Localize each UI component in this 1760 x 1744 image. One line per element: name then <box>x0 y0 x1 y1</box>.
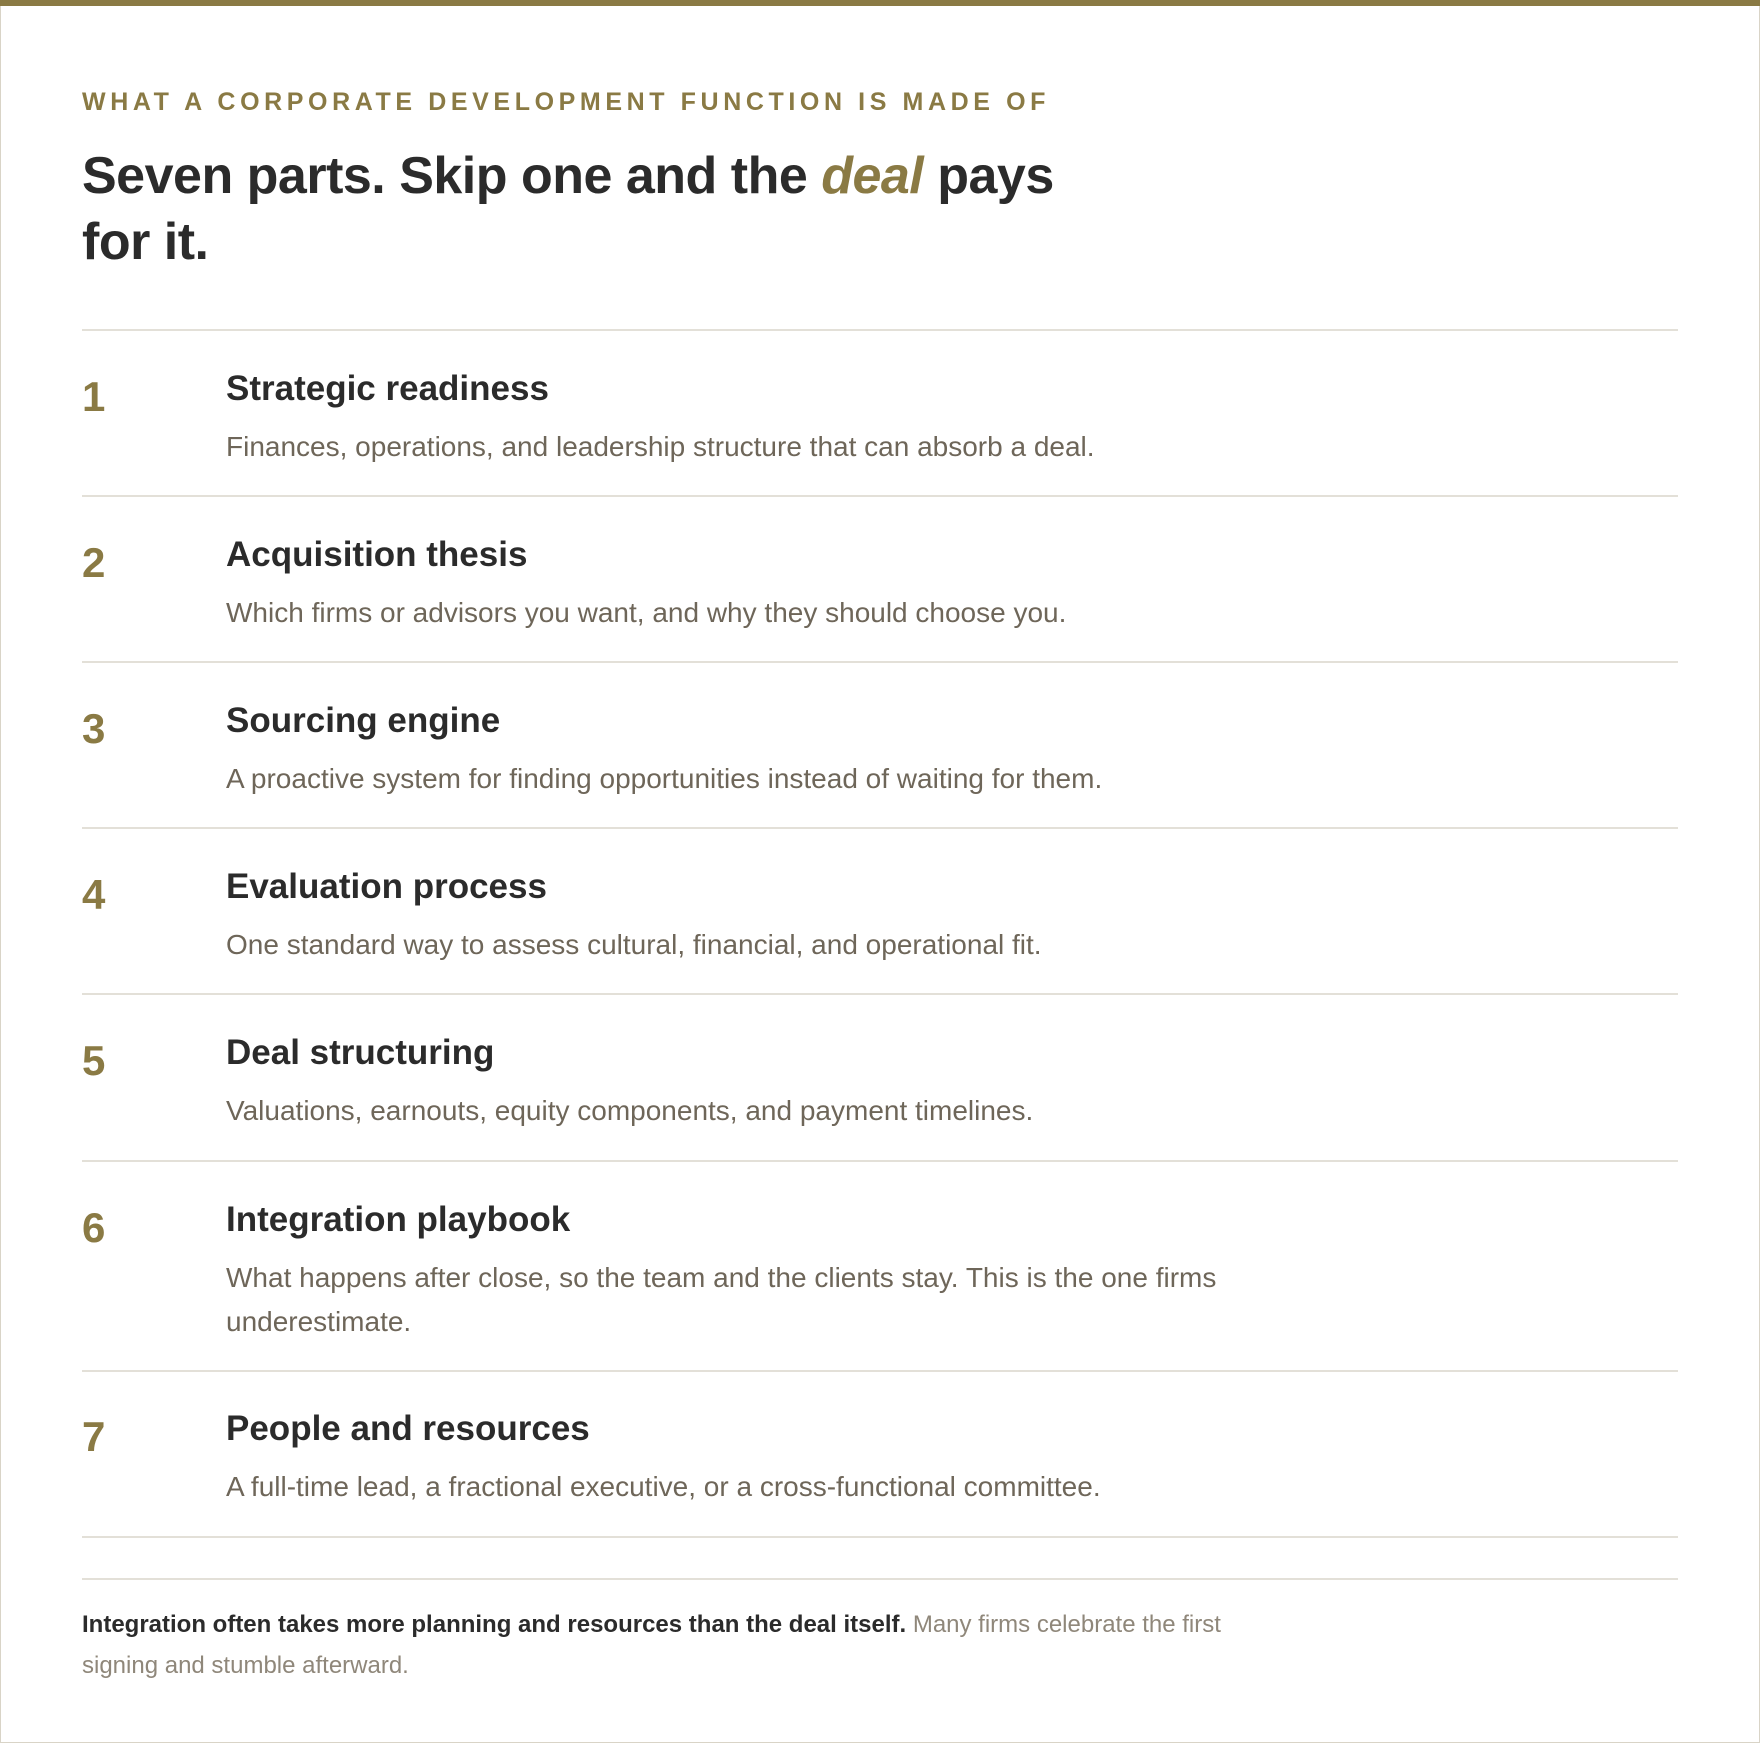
item-number: 3 <box>82 705 106 752</box>
eyebrow-label: WHAT A CORPORATE DEVELOPMENT FUNCTION IS MADE OF <box>82 88 1051 116</box>
item-description: A full-time lead, a fractional executive, or a cross-functional committee. <box>226 1471 1101 1502</box>
headline-after: pays for it. <box>82 147 1054 271</box>
item-description: A proactive system for finding opportunities instead of waiting for them. <box>226 763 1103 794</box>
page-title <box>82 143 1082 275</box>
divider <box>82 993 1678 995</box>
divider <box>82 661 1678 663</box>
accent-top-bar <box>0 0 1760 6</box>
divider <box>82 329 1678 331</box>
headline-before: Seven parts. Skip one and the <box>82 147 822 205</box>
divider <box>82 1160 1678 1162</box>
footer-note <box>82 1604 1242 1686</box>
item-number: 6 <box>82 1204 106 1251</box>
item-title: Deal structuring <box>226 1033 495 1072</box>
footer-note-text: Many firms celebrate the first signing and stumble afterward. <box>82 1611 1221 1679</box>
item-description: One standard way to assess cultural, financial, and operational fit. <box>226 929 1042 960</box>
item-number: 4 <box>82 871 106 918</box>
item-description: Which firms or advisors you want, and why they should choose you. <box>226 597 1067 628</box>
footer-note-emphasis: Integration often takes more planning and resources than the deal itself. <box>82 1611 907 1638</box>
item-description: What happens after close, so the team and the clients stay. This is the one firms underestimate. <box>226 1262 1217 1337</box>
item-description: Valuations, earnouts, equity components, and payment timelines. <box>226 1095 1034 1126</box>
headline-emphasis: deal <box>821 147 924 205</box>
divider <box>82 827 1678 829</box>
item-title: People and resources <box>226 1409 590 1448</box>
divider <box>82 1370 1678 1372</box>
item-title: Integration playbook <box>226 1200 571 1239</box>
item-description: Finances, operations, and leadership structure that can absorb a deal. <box>226 431 1095 462</box>
item-title: Acquisition thesis <box>226 535 528 574</box>
item-title: Sourcing engine <box>226 701 501 740</box>
item-number: 5 <box>82 1037 106 1084</box>
footer-divider <box>82 1578 1678 1580</box>
item-title: Strategic readiness <box>226 369 549 408</box>
item-number: 7 <box>82 1413 106 1460</box>
divider <box>82 1536 1678 1538</box>
divider <box>82 495 1678 497</box>
item-number: 2 <box>82 539 106 586</box>
item-number: 1 <box>82 373 106 420</box>
item-title: Evaluation process <box>226 867 547 906</box>
